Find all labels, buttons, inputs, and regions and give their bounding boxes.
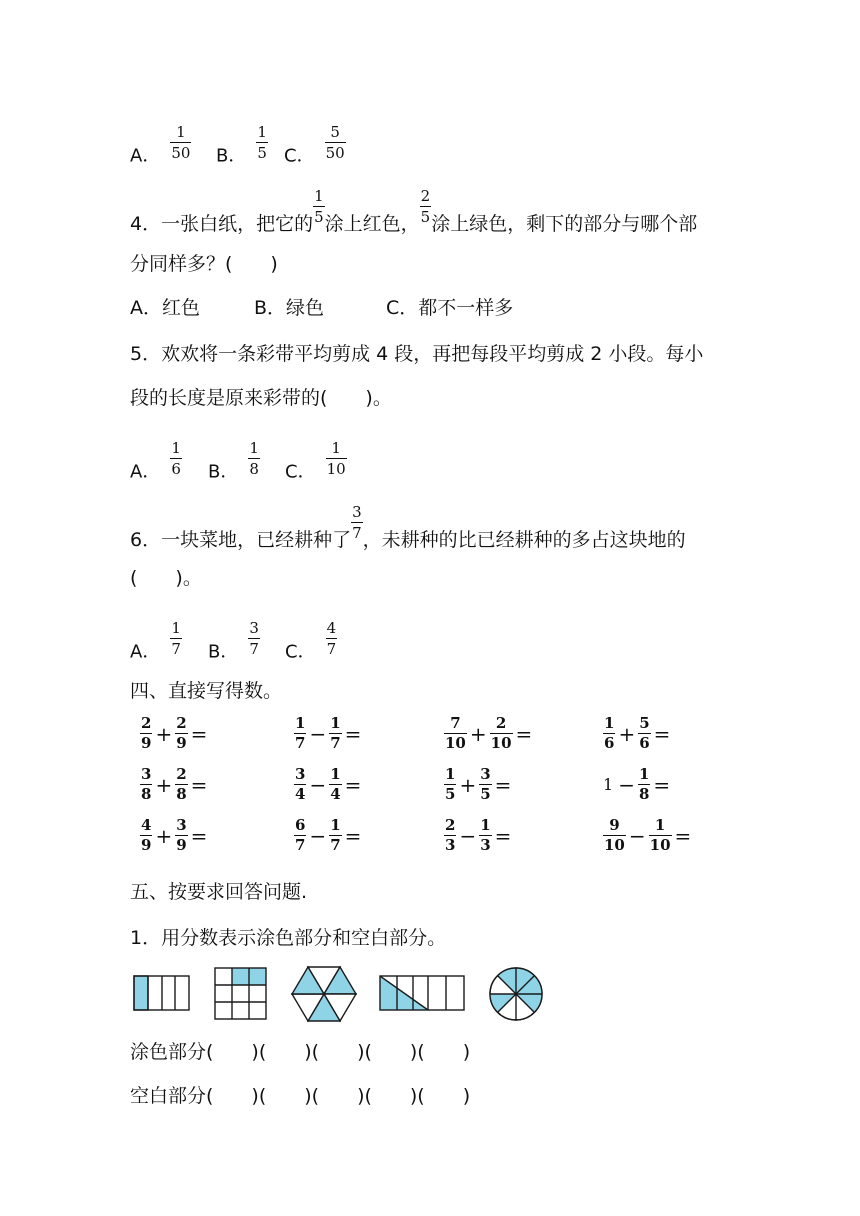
- numerator: 3: [480, 765, 491, 783]
- fraction: [326, 620, 338, 657]
- q6-option-c[interactable]: [285, 619, 337, 671]
- shapes-figure: [128, 962, 558, 1032]
- fraction-b: [479, 767, 491, 802]
- q4-question-line2: 分同样多？( ): [130, 253, 278, 275]
- q6-question-line1: [130, 503, 686, 559]
- option-label: B．: [208, 641, 239, 663]
- numerator: 3: [295, 765, 306, 783]
- fraction-a: [140, 716, 152, 751]
- denominator: 8: [176, 785, 187, 803]
- operator: −: [628, 823, 646, 848]
- denominator: 3: [445, 836, 456, 854]
- option-label: C．: [285, 461, 316, 483]
- numerator: 1: [295, 714, 306, 732]
- section4-title: 四、直接写得数。: [130, 680, 283, 702]
- operator: −: [309, 823, 327, 848]
- numerator: 3: [249, 619, 259, 637]
- q4-fraction-1: [313, 188, 325, 225]
- operator: −: [309, 721, 327, 746]
- calc-r3c4[interactable]: [603, 818, 694, 853]
- q4-option-a[interactable]: A．红色: [130, 297, 200, 319]
- denominator: 5: [257, 144, 267, 162]
- denominator: 10: [445, 734, 466, 752]
- fraction-a: [294, 716, 306, 751]
- option-label: A．: [130, 641, 161, 663]
- denominator: 8: [638, 785, 650, 803]
- option-label: C．: [284, 145, 315, 167]
- denominator: 5: [445, 785, 456, 803]
- shaded-part-answers[interactable]: 涂色部分( )( )( )( )( ): [130, 1041, 471, 1063]
- denominator: 5: [314, 208, 324, 226]
- equals: =: [494, 772, 512, 797]
- calc-r1c4[interactable]: [603, 716, 673, 751]
- equals: =: [653, 721, 671, 746]
- q3-option-c[interactable]: [284, 123, 346, 175]
- denominator: 7: [330, 836, 341, 854]
- denominator: 50: [171, 144, 191, 162]
- equals: =: [494, 823, 512, 848]
- q5-option-a[interactable]: [130, 439, 182, 491]
- fraction-a: [294, 767, 306, 802]
- numerator: 1: [249, 439, 259, 457]
- fraction: [170, 124, 191, 161]
- operator: +: [155, 721, 173, 746]
- calc-r2c4[interactable]: [603, 767, 673, 802]
- q4-text-part3: 涂上绿色，剩下的部分与哪个部: [431, 213, 698, 235]
- rect-diagonal-shape: [380, 976, 464, 1010]
- section5-question1: 1．用分数表示涂色部分和空白部分。: [130, 927, 447, 949]
- fraction-a: [603, 818, 626, 853]
- q6-option-a[interactable]: [130, 619, 182, 671]
- numerator: 1: [257, 123, 267, 141]
- numerator: 1: [654, 816, 666, 834]
- denominator: 8: [141, 785, 152, 803]
- numerator: 1: [480, 816, 491, 834]
- q6-option-b[interactable]: [208, 619, 260, 671]
- denominator: 9: [141, 836, 152, 854]
- fraction: [325, 124, 346, 161]
- q3-option-a[interactable]: [130, 123, 191, 175]
- numerator: 3: [141, 765, 152, 783]
- denominator: 7: [330, 734, 341, 752]
- equals: =: [344, 772, 362, 797]
- q6-text-part1: 6．一块菜地，已经耕种了: [130, 529, 352, 551]
- numerator: 2: [141, 714, 152, 732]
- hexagon-sixths-shape: [292, 967, 356, 1021]
- section5-title: 五、按要求回答问题.: [130, 881, 308, 903]
- numerator: 3: [352, 503, 362, 521]
- fraction-b: [329, 818, 341, 853]
- numerator: 2: [445, 816, 456, 834]
- fraction-a: [444, 716, 467, 751]
- denominator: 7: [249, 640, 259, 658]
- fraction: [248, 440, 260, 477]
- fraction-b: [175, 818, 187, 853]
- numerator: 1: [604, 714, 615, 732]
- equals: =: [674, 823, 692, 848]
- q4-text-part1: 4．一张白纸，把它的: [130, 213, 314, 235]
- fraction-b: [175, 767, 187, 802]
- q5-option-c[interactable]: [285, 439, 347, 491]
- fraction-b: [329, 767, 341, 802]
- denominator: 10: [490, 734, 512, 752]
- rect-quarters-shape: [134, 976, 189, 1010]
- fraction: [326, 440, 347, 477]
- denominator: 7: [171, 640, 181, 658]
- operator: +: [459, 772, 477, 797]
- equals: =: [190, 721, 208, 746]
- numerator: 1: [330, 765, 341, 783]
- numerator: 2: [176, 765, 187, 783]
- fraction: [256, 124, 268, 161]
- operator: +: [618, 721, 636, 746]
- grid-ninths-shape: [215, 968, 266, 1019]
- denominator: 10: [326, 460, 346, 478]
- denominator: 9: [176, 836, 187, 854]
- denominator: 4: [295, 785, 306, 803]
- fraction-a: [603, 716, 615, 751]
- denominator: 7: [326, 640, 337, 658]
- equals: =: [344, 823, 362, 848]
- fraction: [170, 440, 182, 477]
- fraction-b: [649, 818, 672, 853]
- numerator: 2: [176, 714, 187, 732]
- denominator: 8: [249, 460, 259, 478]
- equals: =: [653, 772, 671, 797]
- operator: −: [309, 772, 327, 797]
- numerator: 1: [330, 714, 341, 732]
- q3-option-b[interactable]: [216, 123, 268, 175]
- circle-eighths-shape: [490, 968, 542, 1020]
- numerator: 2: [420, 187, 431, 205]
- numerator: 1: [445, 765, 456, 783]
- q4-text-part2: 涂上红色，: [324, 213, 420, 235]
- q4-question-line1: [130, 187, 698, 243]
- numerator: 9: [609, 816, 620, 834]
- operator: +: [469, 721, 487, 746]
- equals: =: [515, 721, 533, 746]
- calc-r1c1[interactable]: [140, 716, 210, 751]
- calc-r2c2[interactable]: [294, 767, 364, 802]
- option-label: A．: [130, 461, 161, 483]
- q5-option-b[interactable]: [208, 439, 260, 491]
- q5-question-line1: 5．欢欢将一条彩带平均剪成 4 段，再把每段平均剪成 2 小段。每小: [130, 343, 704, 365]
- operator: +: [155, 772, 173, 797]
- q6-text-part2: ，未耕种的比已经耕种的多占这块地的: [362, 529, 686, 551]
- denominator: 50: [325, 144, 345, 162]
- denominator: 6: [604, 734, 615, 752]
- numerator: 1: [176, 123, 186, 141]
- numerator: 5: [330, 123, 340, 141]
- denominator: 9: [176, 734, 187, 752]
- whole-number: 1: [603, 775, 614, 794]
- numerator: 7: [450, 714, 461, 732]
- operator: +: [155, 823, 173, 848]
- fraction-a: [140, 818, 152, 853]
- fraction-b: [175, 716, 187, 751]
- option-label: B．: [216, 145, 247, 167]
- fraction-a: [140, 767, 152, 802]
- numerator: 1: [314, 187, 324, 205]
- numerator: 1: [638, 765, 650, 783]
- fraction-a: [294, 818, 306, 853]
- numerator: 1: [331, 439, 341, 457]
- denominator: 5: [420, 208, 431, 226]
- equals: =: [190, 772, 208, 797]
- denominator: 5: [480, 785, 491, 803]
- numerator: 1: [171, 439, 181, 457]
- denominator: 4: [330, 785, 341, 803]
- denominator: 10: [649, 836, 671, 854]
- numerator: 4: [326, 619, 337, 637]
- blank-part-answers[interactable]: 空白部分( )( )( )( )( ): [130, 1085, 471, 1107]
- calc-r3c1[interactable]: [140, 818, 210, 853]
- calc-r2c3[interactable]: [444, 767, 514, 802]
- fraction-b: [490, 716, 513, 751]
- fraction-b: [479, 818, 491, 853]
- numerator: 5: [639, 714, 650, 732]
- q4-fraction-2: [420, 188, 432, 225]
- numerator: 6: [295, 816, 306, 834]
- fraction-a: [444, 818, 456, 853]
- operator: −: [459, 823, 477, 848]
- fraction-a: [444, 767, 456, 802]
- calc-r2c1[interactable]: [140, 767, 210, 802]
- calc-r3c3[interactable]: [444, 818, 514, 853]
- denominator: 9: [141, 734, 152, 752]
- denominator: 3: [480, 836, 491, 854]
- option-label: A．: [130, 145, 161, 167]
- denominator: 10: [604, 836, 625, 854]
- numerator: 3: [176, 816, 187, 834]
- fraction-b: [638, 716, 650, 751]
- numerator: 1: [171, 619, 181, 637]
- denominator: 6: [639, 734, 650, 752]
- operator: −: [618, 772, 635, 797]
- option-label: C．: [285, 641, 316, 663]
- option-label: B．: [208, 461, 239, 483]
- q5-question-line2: 段的长度是原来彩带的( )。: [130, 387, 392, 409]
- q6-question-line2: ( )。: [130, 567, 202, 589]
- fraction-b: [329, 716, 341, 751]
- calc-r1c3[interactable]: [444, 716, 535, 751]
- denominator: 7: [295, 836, 306, 854]
- calc-r3c2[interactable]: [294, 818, 364, 853]
- equals: =: [344, 721, 362, 746]
- q4-option-c[interactable]: C．都不一样多: [386, 297, 514, 319]
- numerator: 2: [495, 714, 507, 732]
- fraction-b: [638, 767, 650, 802]
- fraction: [248, 620, 260, 657]
- q4-option-b[interactable]: B．绿色: [254, 297, 325, 319]
- calc-r1c2[interactable]: [294, 716, 364, 751]
- denominator: 7: [352, 524, 362, 542]
- equals: =: [190, 823, 208, 848]
- denominator: 7: [295, 734, 306, 752]
- denominator: 6: [171, 460, 181, 478]
- fraction: [170, 620, 182, 657]
- numerator: 4: [141, 816, 152, 834]
- numerator: 1: [330, 816, 341, 834]
- q6-fraction: [351, 504, 363, 541]
